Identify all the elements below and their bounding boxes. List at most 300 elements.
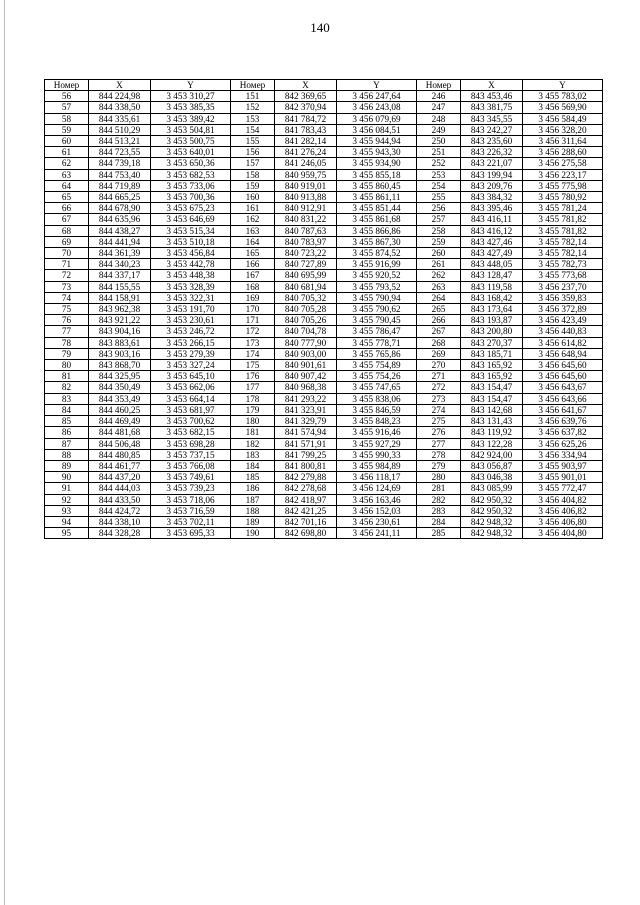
table-row bbox=[45, 460, 603, 471]
cell-number-col-3: 282 bbox=[417, 494, 461, 505]
cell-number-col-1: 61 bbox=[45, 147, 89, 158]
cell-number-col-2: 162 bbox=[231, 214, 275, 225]
table-row bbox=[45, 416, 603, 427]
cell-x-col-2: 841 574,94 bbox=[275, 427, 337, 438]
cell-number-col-1: 65 bbox=[45, 192, 89, 203]
cell-number-col-3: 249 bbox=[417, 124, 461, 135]
cell-x-col-3: 843 128,47 bbox=[461, 270, 523, 281]
cell-number-col-2: 170 bbox=[231, 304, 275, 315]
cell-x-col-2: 840 705,28 bbox=[275, 304, 337, 315]
cell-y-col-2: 3 455 790,94 bbox=[337, 292, 417, 303]
cell-number-col-1: 57 bbox=[45, 102, 89, 113]
cell-y-col-1: 3 453 389,42 bbox=[151, 113, 231, 124]
cell-y-col-3: 3 455 782,14 bbox=[523, 248, 603, 259]
cell-number-col-3: 252 bbox=[417, 158, 461, 169]
cell-number-col-1: 62 bbox=[45, 158, 89, 169]
cell-number-col-3: 261 bbox=[417, 259, 461, 270]
cell-x-col-2: 840 681,94 bbox=[275, 281, 337, 292]
cell-number-col-2: 190 bbox=[231, 528, 275, 539]
cell-number-col-3: 285 bbox=[417, 528, 461, 539]
cell-number-col-3: 268 bbox=[417, 337, 461, 348]
cell-x-col-3: 843 221,07 bbox=[461, 158, 523, 169]
cell-x-col-3: 843 056,87 bbox=[461, 460, 523, 471]
cell-y-col-1: 3 453 640,01 bbox=[151, 147, 231, 158]
cell-number-col-1: 81 bbox=[45, 371, 89, 382]
cell-y-col-3: 3 455 773,68 bbox=[523, 270, 603, 281]
cell-y-col-2: 3 455 861,68 bbox=[337, 214, 417, 225]
cell-y-col-1: 3 453 702,11 bbox=[151, 516, 231, 527]
cell-x-col-1: 844 335,61 bbox=[89, 113, 151, 124]
cell-x-col-1: 844 338,10 bbox=[89, 516, 151, 527]
cell-number-col-1: 78 bbox=[45, 337, 89, 348]
cell-number-col-2: 177 bbox=[231, 382, 275, 393]
cell-x-col-1: 844 361,39 bbox=[89, 248, 151, 259]
cell-number-col-2: 165 bbox=[231, 248, 275, 259]
cell-y-col-1: 3 453 279,39 bbox=[151, 348, 231, 359]
cell-y-col-3: 3 455 903,97 bbox=[523, 460, 603, 471]
cell-number-col-3: 266 bbox=[417, 315, 461, 326]
cell-number-col-3: 271 bbox=[417, 371, 461, 382]
cell-y-col-2: 3 455 851,44 bbox=[337, 203, 417, 214]
cell-number-col-2: 178 bbox=[231, 393, 275, 404]
cell-x-col-1: 843 903,16 bbox=[89, 348, 151, 359]
cell-number-col-1: 94 bbox=[45, 516, 89, 527]
cell-y-col-3: 3 456 614,82 bbox=[523, 337, 603, 348]
cell-x-col-3: 843 384,32 bbox=[461, 192, 523, 203]
cell-x-col-1: 844 739,18 bbox=[89, 158, 151, 169]
cell-number-col-3: 281 bbox=[417, 483, 461, 494]
cell-x-col-1: 844 224,98 bbox=[89, 91, 151, 102]
cell-y-col-1: 3 453 682,15 bbox=[151, 427, 231, 438]
table-row bbox=[45, 393, 603, 404]
header-y-col-1: Y bbox=[151, 80, 231, 91]
cell-y-col-1: 3 453 645,10 bbox=[151, 371, 231, 382]
cell-number-col-2: 166 bbox=[231, 259, 275, 270]
cell-y-col-1: 3 453 675,23 bbox=[151, 203, 231, 214]
header-y-col-2: Y bbox=[337, 80, 417, 91]
cell-number-col-3: 279 bbox=[417, 460, 461, 471]
table-row bbox=[45, 315, 603, 326]
cell-y-col-2: 3 455 786,47 bbox=[337, 326, 417, 337]
cell-x-col-3: 843 416,11 bbox=[461, 214, 523, 225]
cell-x-col-2: 840 968,38 bbox=[275, 382, 337, 393]
cell-y-col-2: 3 455 916,46 bbox=[337, 427, 417, 438]
cell-x-col-3: 843 242,27 bbox=[461, 124, 523, 135]
cell-x-col-1: 844 444,03 bbox=[89, 483, 151, 494]
cell-number-col-1: 60 bbox=[45, 136, 89, 147]
cell-y-col-1: 3 453 716,59 bbox=[151, 505, 231, 516]
cell-number-col-3: 283 bbox=[417, 505, 461, 516]
cell-x-col-1: 843 868,70 bbox=[89, 360, 151, 371]
cell-y-col-2: 3 455 754,26 bbox=[337, 371, 417, 382]
cell-number-col-1: 64 bbox=[45, 180, 89, 191]
cell-number-col-1: 77 bbox=[45, 326, 89, 337]
cell-x-col-3: 843 142,68 bbox=[461, 404, 523, 415]
cell-y-col-3: 3 455 901,01 bbox=[523, 472, 603, 483]
cell-number-col-2: 179 bbox=[231, 404, 275, 415]
cell-x-col-2: 842 701,16 bbox=[275, 516, 337, 527]
cell-number-col-3: 267 bbox=[417, 326, 461, 337]
cell-number-col-1: 71 bbox=[45, 259, 89, 270]
cell-number-col-1: 83 bbox=[45, 393, 89, 404]
cell-number-col-1: 79 bbox=[45, 348, 89, 359]
cell-number-col-1: 91 bbox=[45, 483, 89, 494]
cell-number-col-3: 280 bbox=[417, 472, 461, 483]
cell-number-col-1: 68 bbox=[45, 225, 89, 236]
cell-number-col-3: 262 bbox=[417, 270, 461, 281]
cell-x-col-3: 842 950,32 bbox=[461, 494, 523, 505]
cell-x-col-1: 844 723,55 bbox=[89, 147, 151, 158]
cell-y-col-3: 3 456 643,66 bbox=[523, 393, 603, 404]
cell-x-col-2: 840 723,22 bbox=[275, 248, 337, 259]
cell-x-col-2: 841 276,24 bbox=[275, 147, 337, 158]
cell-number-col-2: 173 bbox=[231, 337, 275, 348]
cell-number-col-1: 87 bbox=[45, 438, 89, 449]
cell-x-col-3: 843 270,37 bbox=[461, 337, 523, 348]
cell-number-col-3: 277 bbox=[417, 438, 461, 449]
cell-number-col-1: 67 bbox=[45, 214, 89, 225]
cell-number-col-1: 59 bbox=[45, 124, 89, 135]
cell-number-col-3: 273 bbox=[417, 393, 461, 404]
cell-number-col-3: 248 bbox=[417, 113, 461, 124]
cell-number-col-3: 272 bbox=[417, 382, 461, 393]
cell-y-col-2: 3 456 079,69 bbox=[337, 113, 417, 124]
cell-y-col-2: 3 455 984,89 bbox=[337, 460, 417, 471]
table-header-row bbox=[45, 80, 603, 91]
cell-number-col-1: 82 bbox=[45, 382, 89, 393]
table-row bbox=[45, 91, 603, 102]
cell-y-col-1: 3 453 442,78 bbox=[151, 259, 231, 270]
table-row bbox=[45, 472, 603, 483]
cell-y-col-3: 3 455 772,47 bbox=[523, 483, 603, 494]
cell-x-col-3: 843 154,47 bbox=[461, 382, 523, 393]
cell-x-col-1: 844 678,90 bbox=[89, 203, 151, 214]
cell-x-col-2: 841 293,22 bbox=[275, 393, 337, 404]
cell-x-col-1: 844 424,72 bbox=[89, 505, 151, 516]
cell-y-col-3: 3 455 781,24 bbox=[523, 203, 603, 214]
cell-x-col-2: 842 369,65 bbox=[275, 91, 337, 102]
cell-x-col-1: 843 904,16 bbox=[89, 326, 151, 337]
cell-y-col-3: 3 456 645,60 bbox=[523, 371, 603, 382]
table-row bbox=[45, 203, 603, 214]
cell-x-col-3: 843 416,12 bbox=[461, 225, 523, 236]
cell-x-col-1: 844 155,55 bbox=[89, 281, 151, 292]
cell-y-col-2: 3 456 241,11 bbox=[337, 528, 417, 539]
cell-y-col-2: 3 456 124,69 bbox=[337, 483, 417, 494]
cell-y-col-1: 3 453 682,53 bbox=[151, 169, 231, 180]
table-row bbox=[45, 113, 603, 124]
cell-number-col-1: 84 bbox=[45, 404, 89, 415]
cell-x-col-2: 840 787,63 bbox=[275, 225, 337, 236]
cell-number-col-3: 278 bbox=[417, 449, 461, 460]
cell-x-col-2: 841 282,14 bbox=[275, 136, 337, 147]
cell-x-col-2: 840 695,99 bbox=[275, 270, 337, 281]
cell-x-col-2: 840 705,32 bbox=[275, 292, 337, 303]
cell-y-col-1: 3 453 322,31 bbox=[151, 292, 231, 303]
cell-number-col-3: 264 bbox=[417, 292, 461, 303]
cell-number-col-2: 152 bbox=[231, 102, 275, 113]
cell-y-col-2: 3 456 243,08 bbox=[337, 102, 417, 113]
cell-number-col-1: 92 bbox=[45, 494, 89, 505]
cell-y-col-3: 3 456 625,26 bbox=[523, 438, 603, 449]
cell-y-col-2: 3 456 230,61 bbox=[337, 516, 417, 527]
cell-x-col-2: 840 727,89 bbox=[275, 259, 337, 270]
cell-y-col-3: 3 456 334,94 bbox=[523, 449, 603, 460]
cell-x-col-3: 842 948,32 bbox=[461, 516, 523, 527]
cell-y-col-3: 3 456 404,82 bbox=[523, 494, 603, 505]
cell-y-col-2: 3 455 990,33 bbox=[337, 449, 417, 460]
cell-y-col-2: 3 455 874,52 bbox=[337, 248, 417, 259]
cell-y-col-3: 3 455 781,82 bbox=[523, 214, 603, 225]
table-row bbox=[45, 214, 603, 225]
cell-number-col-1: 76 bbox=[45, 315, 89, 326]
cell-number-col-3: 270 bbox=[417, 360, 461, 371]
cell-y-col-2: 3 455 747,65 bbox=[337, 382, 417, 393]
cell-number-col-2: 169 bbox=[231, 292, 275, 303]
cell-number-col-3: 274 bbox=[417, 404, 461, 415]
cell-y-col-1: 3 453 733,06 bbox=[151, 180, 231, 191]
cell-number-col-3: 263 bbox=[417, 281, 461, 292]
cell-number-col-2: 181 bbox=[231, 427, 275, 438]
cell-x-col-2: 840 913,88 bbox=[275, 192, 337, 203]
cell-x-col-2: 841 323,91 bbox=[275, 404, 337, 415]
cell-x-col-1: 844 753,40 bbox=[89, 169, 151, 180]
cell-x-col-2: 842 698,80 bbox=[275, 528, 337, 539]
cell-x-col-3: 843 154,47 bbox=[461, 393, 523, 404]
cell-y-col-3: 3 456 404,80 bbox=[523, 528, 603, 539]
cell-number-col-1: 72 bbox=[45, 270, 89, 281]
cell-x-col-1: 844 158,91 bbox=[89, 292, 151, 303]
cell-number-col-2: 172 bbox=[231, 326, 275, 337]
cell-x-col-3: 843 185,71 bbox=[461, 348, 523, 359]
cell-x-col-3: 843 193,87 bbox=[461, 315, 523, 326]
cell-number-col-2: 174 bbox=[231, 348, 275, 359]
cell-x-col-3: 843 119,92 bbox=[461, 427, 523, 438]
cell-number-col-1: 69 bbox=[45, 236, 89, 247]
cell-y-col-2: 3 455 860,45 bbox=[337, 180, 417, 191]
table-row bbox=[45, 248, 603, 259]
cell-x-col-2: 841 329,79 bbox=[275, 416, 337, 427]
cell-y-col-3: 3 456 406,82 bbox=[523, 505, 603, 516]
table-row bbox=[45, 304, 603, 315]
cell-y-col-2: 3 455 848,23 bbox=[337, 416, 417, 427]
cell-y-col-1: 3 453 695,33 bbox=[151, 528, 231, 539]
cell-x-col-2: 841 571,91 bbox=[275, 438, 337, 449]
cell-number-col-3: 276 bbox=[417, 427, 461, 438]
cell-y-col-2: 3 456 118,17 bbox=[337, 472, 417, 483]
table-row bbox=[45, 147, 603, 158]
cell-number-col-3: 284 bbox=[417, 516, 461, 527]
cell-y-col-1: 3 453 328,39 bbox=[151, 281, 231, 292]
cell-x-col-1: 844 513,21 bbox=[89, 136, 151, 147]
cell-number-col-1: 74 bbox=[45, 292, 89, 303]
cell-number-col-3: 257 bbox=[417, 214, 461, 225]
cell-x-col-3: 843 119,58 bbox=[461, 281, 523, 292]
cell-x-col-3: 843 345,55 bbox=[461, 113, 523, 124]
cell-x-col-2: 841 246,05 bbox=[275, 158, 337, 169]
cell-number-col-3: 254 bbox=[417, 180, 461, 191]
cell-x-col-1: 844 353,49 bbox=[89, 393, 151, 404]
cell-number-col-1: 63 bbox=[45, 169, 89, 180]
cell-y-col-2: 3 455 861,11 bbox=[337, 192, 417, 203]
cell-y-col-1: 3 453 698,28 bbox=[151, 438, 231, 449]
cell-y-col-2: 3 456 163,46 bbox=[337, 494, 417, 505]
cell-x-col-3: 843 199,94 bbox=[461, 169, 523, 180]
cell-number-col-1: 66 bbox=[45, 203, 89, 214]
header-x-col-1: X bbox=[89, 80, 151, 91]
cell-number-col-3: 250 bbox=[417, 136, 461, 147]
cell-y-col-1: 3 453 246,72 bbox=[151, 326, 231, 337]
table-row bbox=[45, 337, 603, 348]
header-number-col-3: Номер bbox=[417, 80, 461, 91]
cell-x-col-3: 843 395,46 bbox=[461, 203, 523, 214]
table-row bbox=[45, 124, 603, 135]
header-number-col-1: Номер bbox=[45, 80, 89, 91]
cell-number-col-3: 247 bbox=[417, 102, 461, 113]
cell-number-col-3: 260 bbox=[417, 248, 461, 259]
cell-x-col-3: 843 165,92 bbox=[461, 360, 523, 371]
table-row bbox=[45, 281, 603, 292]
table-row bbox=[45, 236, 603, 247]
cell-x-col-2: 840 831,22 bbox=[275, 214, 337, 225]
cell-x-col-1: 844 337,17 bbox=[89, 270, 151, 281]
table-row bbox=[45, 382, 603, 393]
cell-y-col-1: 3 453 718,06 bbox=[151, 494, 231, 505]
cell-y-col-1: 3 453 385,35 bbox=[151, 102, 231, 113]
table-row bbox=[45, 483, 603, 494]
cell-number-col-2: 164 bbox=[231, 236, 275, 247]
cell-x-col-1: 844 461,77 bbox=[89, 460, 151, 471]
cell-x-col-1: 843 883,61 bbox=[89, 337, 151, 348]
cell-x-col-3: 842 950,32 bbox=[461, 505, 523, 516]
cell-number-col-2: 156 bbox=[231, 147, 275, 158]
cell-y-col-2: 3 455 920,52 bbox=[337, 270, 417, 281]
cell-y-col-1: 3 453 448,38 bbox=[151, 270, 231, 281]
cell-y-col-2: 3 455 790,62 bbox=[337, 304, 417, 315]
cell-y-col-3: 3 455 782,14 bbox=[523, 236, 603, 247]
cell-number-col-2: 154 bbox=[231, 124, 275, 135]
cell-x-col-3: 843 085,99 bbox=[461, 483, 523, 494]
table-row bbox=[45, 292, 603, 303]
cell-y-col-3: 3 455 782,73 bbox=[523, 259, 603, 270]
cell-y-col-1: 3 453 230,61 bbox=[151, 315, 231, 326]
cell-number-col-2: 176 bbox=[231, 371, 275, 382]
cell-y-col-1: 3 453 510,18 bbox=[151, 236, 231, 247]
cell-x-col-3: 843 122,28 bbox=[461, 438, 523, 449]
cell-number-col-2: 189 bbox=[231, 516, 275, 527]
table-row bbox=[45, 494, 603, 505]
cell-y-col-3: 3 456 643,67 bbox=[523, 382, 603, 393]
cell-x-col-2: 842 278,68 bbox=[275, 483, 337, 494]
cell-y-col-3: 3 456 328,20 bbox=[523, 124, 603, 135]
header-x-col-3: X bbox=[461, 80, 523, 91]
cell-y-col-3: 3 456 648,94 bbox=[523, 348, 603, 359]
cell-number-col-2: 158 bbox=[231, 169, 275, 180]
cell-x-col-3: 843 448,05 bbox=[461, 259, 523, 270]
cell-x-col-1: 844 665,25 bbox=[89, 192, 151, 203]
table-row bbox=[45, 505, 603, 516]
cell-y-col-2: 3 455 846,59 bbox=[337, 404, 417, 415]
cell-number-col-3: 258 bbox=[417, 225, 461, 236]
table-row bbox=[45, 438, 603, 449]
cell-x-col-3: 843 200,80 bbox=[461, 326, 523, 337]
table-row bbox=[45, 180, 603, 191]
cell-y-col-3: 3 456 584,49 bbox=[523, 113, 603, 124]
cell-number-col-1: 70 bbox=[45, 248, 89, 259]
cell-x-col-2: 842 279,88 bbox=[275, 472, 337, 483]
cell-y-col-2: 3 455 866,86 bbox=[337, 225, 417, 236]
cell-y-col-1: 3 453 310,27 bbox=[151, 91, 231, 102]
table-row bbox=[45, 404, 603, 415]
cell-y-col-2: 3 456 084,51 bbox=[337, 124, 417, 135]
cell-y-col-3: 3 455 783,02 bbox=[523, 91, 603, 102]
cell-y-col-2: 3 455 943,30 bbox=[337, 147, 417, 158]
cell-number-col-2: 163 bbox=[231, 225, 275, 236]
cell-x-col-1: 844 481,68 bbox=[89, 427, 151, 438]
coordinates-table bbox=[44, 79, 603, 539]
cell-y-col-1: 3 453 737,15 bbox=[151, 449, 231, 460]
cell-y-col-1: 3 453 681,97 bbox=[151, 404, 231, 415]
cell-y-col-1: 3 453 646,69 bbox=[151, 214, 231, 225]
cell-y-col-3: 3 456 275,58 bbox=[523, 158, 603, 169]
page-number: 140 bbox=[310, 20, 330, 35]
cell-number-col-2: 171 bbox=[231, 315, 275, 326]
cell-x-col-2: 841 800,81 bbox=[275, 460, 337, 471]
cell-y-col-3: 3 456 639,76 bbox=[523, 416, 603, 427]
cell-y-col-3: 3 456 440,83 bbox=[523, 326, 603, 337]
cell-x-col-2: 840 903,00 bbox=[275, 348, 337, 359]
cell-x-col-3: 843 046,38 bbox=[461, 472, 523, 483]
cell-x-col-1: 844 510,29 bbox=[89, 124, 151, 135]
cell-x-col-1: 844 350,49 bbox=[89, 382, 151, 393]
cell-x-col-1: 844 441,94 bbox=[89, 236, 151, 247]
cell-number-col-2: 155 bbox=[231, 136, 275, 147]
header-x-col-2: X bbox=[275, 80, 337, 91]
cell-y-col-3: 3 456 288,60 bbox=[523, 147, 603, 158]
cell-number-col-3: 246 bbox=[417, 91, 461, 102]
cell-y-col-1: 3 453 766,08 bbox=[151, 460, 231, 471]
cell-number-col-1: 90 bbox=[45, 472, 89, 483]
cell-x-col-3: 843 453,46 bbox=[461, 91, 523, 102]
table-row bbox=[45, 102, 603, 113]
cell-y-col-1: 3 453 191,70 bbox=[151, 304, 231, 315]
cell-x-col-2: 841 783,43 bbox=[275, 124, 337, 135]
table-row bbox=[45, 360, 603, 371]
cell-number-col-2: 175 bbox=[231, 360, 275, 371]
cell-y-col-2: 3 455 927,29 bbox=[337, 438, 417, 449]
header-y-col-3: Y bbox=[523, 80, 603, 91]
cell-y-col-2: 3 456 152,03 bbox=[337, 505, 417, 516]
cell-y-col-2: 3 455 944,94 bbox=[337, 136, 417, 147]
cell-y-col-3: 3 456 641,67 bbox=[523, 404, 603, 415]
cell-number-col-2: 182 bbox=[231, 438, 275, 449]
cell-y-col-3: 3 456 423,49 bbox=[523, 315, 603, 326]
page-edge-line bbox=[4, 0, 5, 905]
cell-y-col-3: 3 455 780,92 bbox=[523, 192, 603, 203]
cell-x-col-2: 840 907,42 bbox=[275, 371, 337, 382]
cell-y-col-2: 3 455 754,89 bbox=[337, 360, 417, 371]
cell-x-col-1: 844 469,49 bbox=[89, 416, 151, 427]
table-row bbox=[45, 225, 603, 236]
cell-x-col-2: 840 704,78 bbox=[275, 326, 337, 337]
cell-x-col-1: 844 328,28 bbox=[89, 528, 151, 539]
cell-y-col-3: 3 456 569,90 bbox=[523, 102, 603, 113]
cell-number-col-3: 256 bbox=[417, 203, 461, 214]
cell-x-col-1: 844 340,23 bbox=[89, 259, 151, 270]
cell-x-col-3: 843 381,75 bbox=[461, 102, 523, 113]
cell-x-col-2: 840 783,97 bbox=[275, 236, 337, 247]
cell-x-col-2: 841 799,25 bbox=[275, 449, 337, 460]
